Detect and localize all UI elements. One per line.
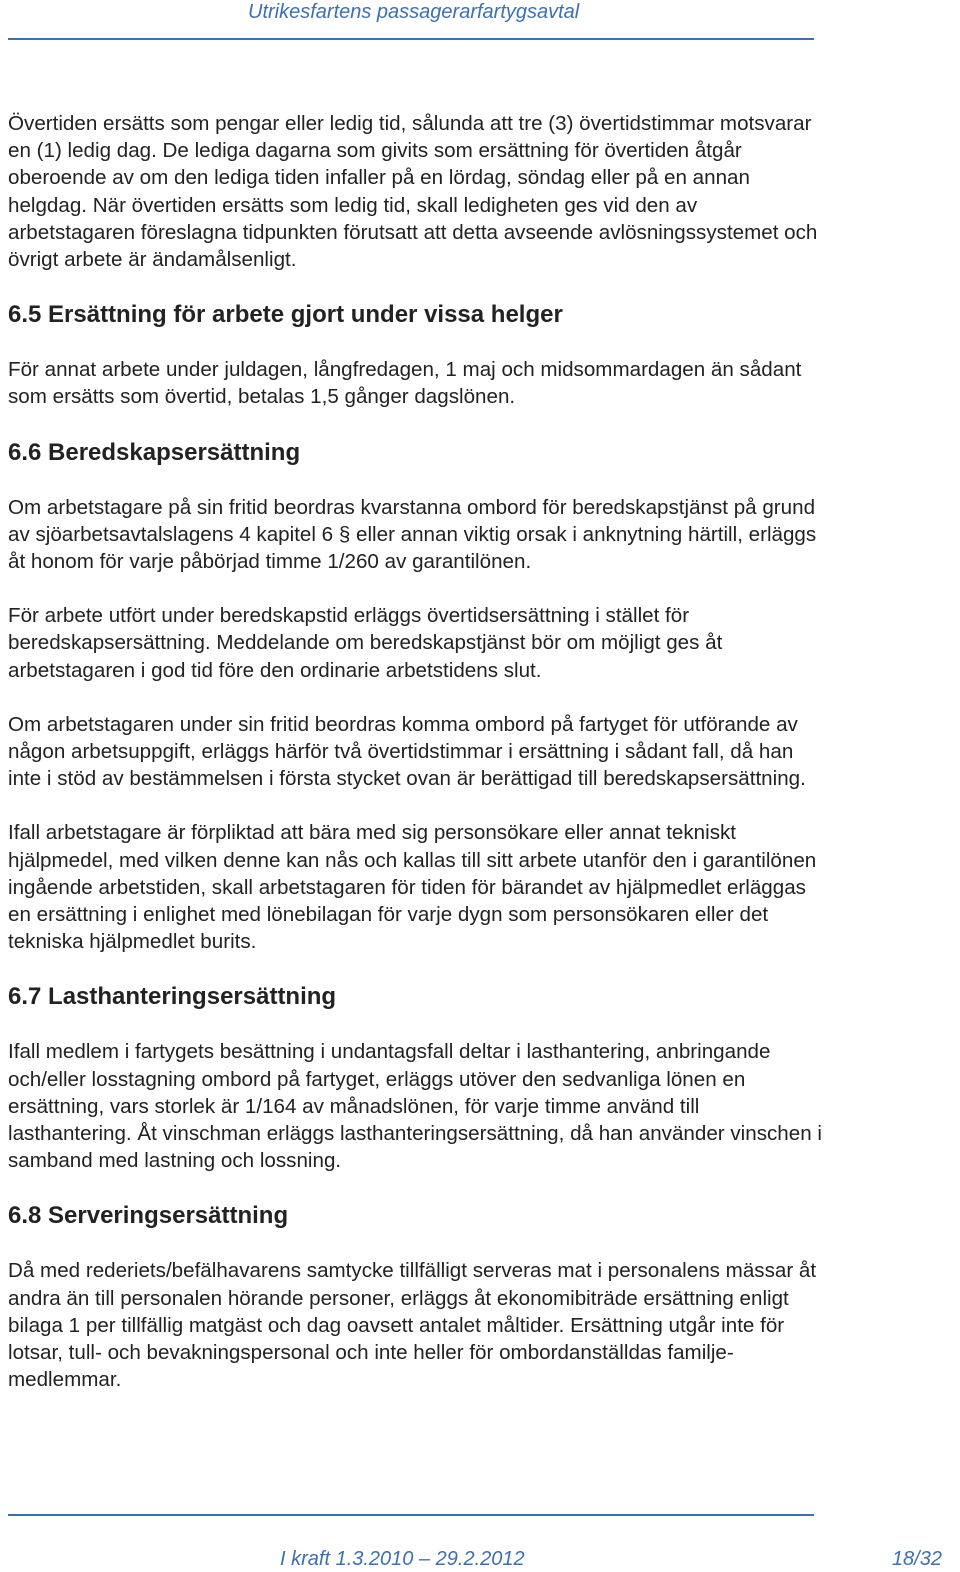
- section-heading-6-8: 6.8 Serveringsersättning: [8, 1202, 289, 1230]
- paragraph-6-6-c: Om arbetstagaren under sin fritid beordras komma ombord på fartyget för utförande av någon arbetsuppgift, erläggs härför två övertidstimmar i ersättning i sådant fall, då han inte i stöd av bestämmelsen i första stycket ovan är berättigad till beredskapsersättning.: [8, 712, 806, 791]
- paragraph-6-8: Då med rederiets/befälhavarens samtycke tillfälligt serveras mat i personalens mässar åt andra än till personalen hörande personer, erläggs åt ekonomibiträde ersättning enligt bilaga 1 per tillfällig matgäst och dag oavsett antalet måltider. Ersättning utgår inte för lotsar, tull- och bevakningspersonal och inte heller för ombordanställdas familje-medlemmar.: [8, 1259, 817, 1392]
- footer-rule: [8, 1514, 814, 1516]
- document-body: [8, 110, 823, 1421]
- paragraph-6-5: För annat arbete under juldagen, långfredagen, 1 maj och midsommardagen än sådant som ersätts som övertid, betalas 1,5 gånger dagslönen.: [8, 358, 802, 409]
- paragraph-overtime-compensation: Övertiden ersätts som pengar eller ledig tid, sålunda att tre (3) övertidstimmar motsvarar en (1) ledig dag. De lediga dagarna som givits som ersättning för övertiden åtgår oberoende av om den lediga tiden infaller på en lördag, söndag eller på en annan helgdag. När övertiden ersätts som ledig tid, skall ledigheten ges vid den av arbetstagaren föreslagna tidpunkten förutsatt att detta avseende avlösningssystemet och övrigt arbete är ändamålsenligt.: [8, 112, 818, 272]
- paragraph-6-6-b: För arbete utfört under beredskapstid erläggs övertidsersättning i stället för beredskapsersättning. Meddelande om beredskapstjänst bör om möjligt ges åt arbetstagaren i god tid före den ordinarie arbetstidens slut.: [8, 604, 723, 682]
- paragraph-6-7: Ifall medlem i fartygets besättning i undantagsfall deltar i lasthantering, anbringande och/eller losstagning ombord på fartyget, erläggs utöver den sedvanliga lönen en ersättning, vars storlek är 1/164 av månadslönen, för varje timme använd till lasthantering. Åt vinschman erläggs lasthanteringsersättning, då han använder vinschen i samband med lastning och lossning.: [8, 1040, 822, 1173]
- section-heading-6-7: 6.7 Lasthanteringsersättning: [8, 983, 337, 1011]
- page-footer: [8, 1546, 942, 1572]
- paragraph-6-6-d: Ifall arbetstagare är förpliktad att bära med sig personsökare eller annat tekniskt hjälpmedel, med vilken denne kan nås och kallas till sitt arbete utanför den i garantilönen ingående arbetstiden, skall arbetstagaren för tiden för bärandet av hjälpmedlet erläggas en ersättning i enlighet med lönebilagan för varje dygn som personsökaren eller det tekniska hjälpmedlet burits.: [8, 821, 817, 954]
- page-number: 18/32: [891, 1548, 942, 1570]
- document-title: Utrikesfartens passagerarfartygsavtal: [248, 1, 580, 23]
- paragraph-6-6-a: Om arbetstagare på sin fritid beordras kvarstanna ombord för beredskapstjänst på grund av sjöarbetsavtalslagens 4 kapitel 6 § eller annan viktig orsak i anknytning härtill, erläggs åt honom för varje påbörjad timme 1/260 av garantilönen.: [8, 495, 817, 574]
- section-heading-6-5: 6.5 Ersättning för arbete gjort under vissa helger: [8, 301, 563, 329]
- section-heading-6-6: 6.6 Beredskapsersättning: [8, 438, 301, 466]
- validity-period: I kraft 1.3.2010 – 29.2.2012: [280, 1548, 525, 1570]
- header-rule: [8, 38, 814, 40]
